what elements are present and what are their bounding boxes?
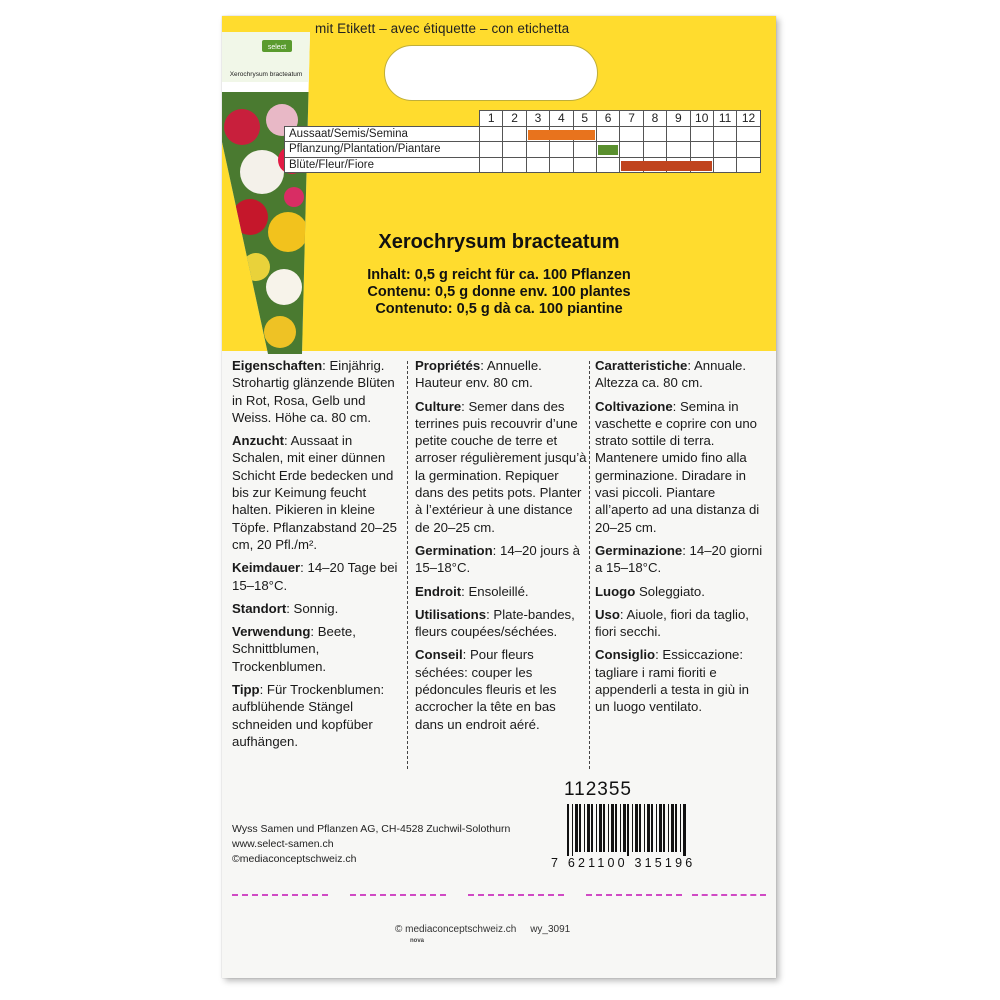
calendar-cell (573, 157, 596, 173)
calendar-cell (690, 142, 713, 158)
info-text: : Pour fleurs séchées: couper les pédoncules fleuris et les accrocher la tête en bas dans un endroit aéré. (415, 647, 557, 732)
barcode-bar (599, 804, 602, 852)
ean-number: 7 621100 315196 (551, 856, 696, 870)
calendar-month-header: 11 (713, 111, 736, 127)
calendar-cell (643, 157, 666, 173)
company-address: Wyss Samen und Pflanzen AG, CH-4528 Zuchwil-Solothurn (232, 823, 511, 835)
brand-logo-text: select (267, 44, 287, 51)
info-label: Tipp (232, 682, 260, 698)
info-text: : Semina in vaschette e coprire con uno strato sottile di terra. Mantenere umido fino alla germinazione. Diradare in vasi piccoli. Piantare all’aperto ad una distanza di 20–25 cm. (595, 398, 760, 535)
barcode-bar (656, 804, 657, 852)
calendar-cell (667, 142, 690, 158)
calendar-cell (526, 157, 549, 173)
barcode-bar (572, 804, 573, 856)
info-text: : Aiuole, fiori da taglio, fiori secchi. (595, 606, 749, 640)
calendar-period-bar (690, 161, 712, 171)
info-label: Standort (232, 600, 287, 616)
calendar-month-header: 1 (480, 111, 503, 127)
barcode-bar (663, 804, 665, 852)
barcode-bar (627, 804, 629, 856)
barcode-bar (647, 804, 650, 852)
barcode-bar (615, 804, 617, 852)
barcode-bar (591, 804, 593, 852)
copyright: ©mediaconceptschweiz.ch (232, 853, 357, 865)
barcode-bar (683, 804, 686, 856)
info-label: Culture (415, 398, 462, 414)
info-text: : Essiccazione: tagliare i rami fioriti e appenderli a testa in giù in un luogo ventilato. (595, 647, 749, 715)
info-paragraph (415, 606, 587, 641)
info-label: Conseil (415, 647, 463, 663)
calendar-cell (620, 142, 643, 158)
barcode-bar (623, 804, 626, 852)
barcode-bar (603, 804, 605, 852)
barcode-bar (608, 804, 609, 852)
calendar-cell (503, 157, 526, 173)
calendar-month-header: 9 (667, 111, 690, 127)
info-text: : Plate-bandes, fleurs coupées/séchées. (415, 606, 575, 640)
calendar-period-bar (621, 161, 643, 171)
info-label: Germination (415, 542, 493, 558)
info-paragraph (232, 559, 402, 594)
perforation (350, 894, 446, 896)
barcode-bar (639, 804, 641, 852)
barcode-bar (644, 804, 645, 852)
info-label: Consiglio (595, 647, 656, 663)
info-paragraph (415, 583, 587, 600)
info-label: Propriétés (415, 358, 481, 373)
barcode-bar (579, 804, 581, 852)
info-paragraph (595, 357, 767, 392)
info-label: Coltivazione (595, 398, 673, 414)
calendar-cell (620, 157, 643, 173)
company-website: www.select-samen.ch (232, 838, 334, 850)
calendar-row-label: Pflanzung/Plantation/Piantare (285, 142, 480, 158)
calendar-cell (596, 142, 619, 158)
calendar-cell (526, 142, 549, 158)
info-text: : Sonnig. (286, 600, 339, 616)
info-text: : Ensoleillé. (461, 583, 529, 599)
calendar-cell (550, 126, 573, 142)
info-label: Verwendung (232, 624, 311, 640)
calendar-cell (690, 157, 713, 173)
info-label: Eigenschaften (232, 358, 323, 373)
info-paragraph (415, 398, 587, 536)
info-paragraph (415, 646, 587, 732)
barcode-bar (671, 804, 674, 852)
info-paragraph (415, 542, 587, 577)
calendar-month-header: 7 (620, 111, 643, 127)
barcode-bar (567, 804, 569, 856)
calendar-cell (503, 126, 526, 142)
calendar-cell (526, 126, 549, 142)
calendar-row-label: Aussaat/Semis/Semina (285, 126, 480, 142)
info-text: : 14–20 jours à 15–18°C. (415, 542, 580, 576)
calendar-row-label: Blüte/Fleur/Fiore (285, 157, 480, 173)
info-paragraph (595, 606, 767, 641)
info-paragraph (595, 398, 767, 536)
info-text: : 14–20 Tage bei 15–18°C. (232, 560, 398, 593)
calendar-period-bar (528, 130, 550, 140)
info-label: Uso (595, 606, 620, 622)
barcode-bar (659, 804, 662, 852)
column-divider (589, 361, 590, 769)
info-label: Germinazione (595, 542, 683, 558)
calendar-cell (480, 126, 503, 142)
calendar-period-bar (643, 161, 667, 171)
calendar-cell (667, 157, 690, 173)
column-german (232, 357, 402, 756)
info-label: Endroit (415, 583, 462, 599)
bottom-copyright: © mediaconceptschweiz.ch wy_3091 (395, 924, 571, 935)
column-divider (407, 361, 408, 769)
barcode-bar (587, 804, 590, 852)
barcode-bar (632, 804, 633, 852)
calendar-cell (643, 126, 666, 142)
calendar-month-header: 2 (503, 111, 526, 127)
calendar-corner (285, 111, 480, 127)
info-paragraph (232, 681, 402, 750)
info-text: : Für Trockenblumen: aufblühende Stängel schneiden und kopfüber aufhängen. (232, 682, 385, 749)
content-info (222, 267, 776, 318)
plant-title: Xerochrysum bracteatum (378, 231, 620, 253)
perforation (692, 894, 766, 896)
article-number: 112355 (564, 779, 632, 800)
info-text: : Einjährig. Strohartig glänzende Blüten in Rot, Rosa, Gelb und Weiss. Höhe ca. 80 cm. (232, 358, 395, 425)
calendar-cell (737, 142, 760, 158)
calendar-cell (713, 157, 736, 173)
info-label: Anzucht (232, 433, 285, 449)
info-text: : Annuale. Altezza ca. 80 cm. (595, 358, 747, 391)
calendar-cell (503, 142, 526, 158)
calendar-cell (713, 126, 736, 142)
info-paragraph (595, 542, 767, 577)
info-paragraph (232, 432, 402, 553)
content-line-fr: Contenu: 0,5 g donne env. 100 plantes (367, 284, 631, 300)
column-italian (595, 357, 767, 722)
barcode-bar (611, 804, 614, 852)
barcode-bar (575, 804, 578, 852)
calendar-cell (480, 157, 503, 173)
calendar-month-header: 6 (596, 111, 619, 127)
label-plant-name: Xerochrysum bracteatum (229, 71, 303, 78)
calendar-period-bar (573, 130, 595, 140)
perforation (468, 894, 564, 896)
barcode-bar (596, 804, 597, 852)
calendar-cell (737, 157, 760, 173)
calendar-period-bar (549, 130, 573, 140)
info-paragraph (232, 357, 402, 426)
info-paragraph (595, 646, 767, 715)
barcode-bar (668, 804, 669, 852)
info-paragraph (232, 623, 402, 675)
info-text: Soleggiato. (635, 583, 705, 599)
calendar-month-header: 5 (573, 111, 596, 127)
barcode-bar (680, 804, 681, 852)
calendar-cell (573, 142, 596, 158)
calendar-cell (620, 126, 643, 142)
calendar-cell (550, 142, 573, 158)
label-note: mit Etikett – avec étiquette – con etichetta (315, 21, 570, 36)
calendar-cell (667, 126, 690, 142)
barcode-bar (620, 804, 621, 852)
sowing-calendar (284, 110, 761, 173)
seed-packet-back (222, 16, 776, 978)
calendar-cell (713, 142, 736, 158)
info-text: : 14–20 giorni a 15–18°C. (595, 542, 763, 576)
content-line-de: Inhalt: 0,5 g reicht für ca. 100 Pflanzen (367, 267, 631, 283)
info-label: Utilisations (415, 606, 487, 622)
info-paragraph (415, 357, 587, 392)
calendar-cell (737, 126, 760, 142)
calendar-month-header: 8 (643, 111, 666, 127)
calendar-period-bar (666, 161, 690, 171)
nova-logo: nova (410, 938, 425, 944)
info-text: : Annuelle. Hauteur env. 80 cm. (415, 358, 542, 391)
barcode-bar (651, 804, 653, 852)
calendar-cell (573, 126, 596, 142)
hang-hole (384, 45, 598, 101)
company-footer (232, 822, 510, 867)
calendar-month-header: 12 (737, 111, 760, 127)
info-text: : Semer dans des terrines puis recouvrir d’une petite couche de terre et arroser régulièrement jusqu’à la germination. Repiquer dans des petits pots. Planter à l’extérieur à une distance de 20–25 cm. (415, 398, 587, 535)
calendar-cell (550, 157, 573, 173)
info-label: Luogo (595, 583, 636, 599)
calendar-cell (596, 126, 619, 142)
calendar-cell (690, 126, 713, 142)
calendar-cell (596, 157, 619, 173)
calendar-period-bar (598, 145, 618, 155)
perforation (586, 894, 682, 896)
info-paragraph (595, 583, 767, 600)
perforation (232, 894, 328, 896)
info-text: : Beete, Schnittblumen, Trockenblumen. (232, 624, 356, 674)
calendar-month-header: 3 (526, 111, 549, 127)
column-french (415, 357, 587, 739)
info-text: : Aussaat in Schalen, mit einer dünnen Schicht Erde bedecken und bis zur Keimung feucht halten. Pikieren in kleine Töpfe. Pflanzabstand 20–25 cm, 20 Pfl./m². (232, 433, 397, 552)
barcode-bar (584, 804, 585, 852)
content-line-it: Contenuto: 0,5 g dà ca. 100 piantine (375, 301, 623, 317)
barcode-bar (635, 804, 638, 852)
info-label: Caratteristiche (595, 358, 688, 373)
calendar-month-header: 4 (550, 111, 573, 127)
calendar-month-header: 10 (690, 111, 713, 127)
calendar-cell (480, 142, 503, 158)
barcode-bar (675, 804, 677, 852)
info-label: Keimdauer (232, 560, 301, 576)
calendar-cell (643, 142, 666, 158)
info-paragraph (232, 600, 402, 617)
barcode (565, 804, 741, 856)
